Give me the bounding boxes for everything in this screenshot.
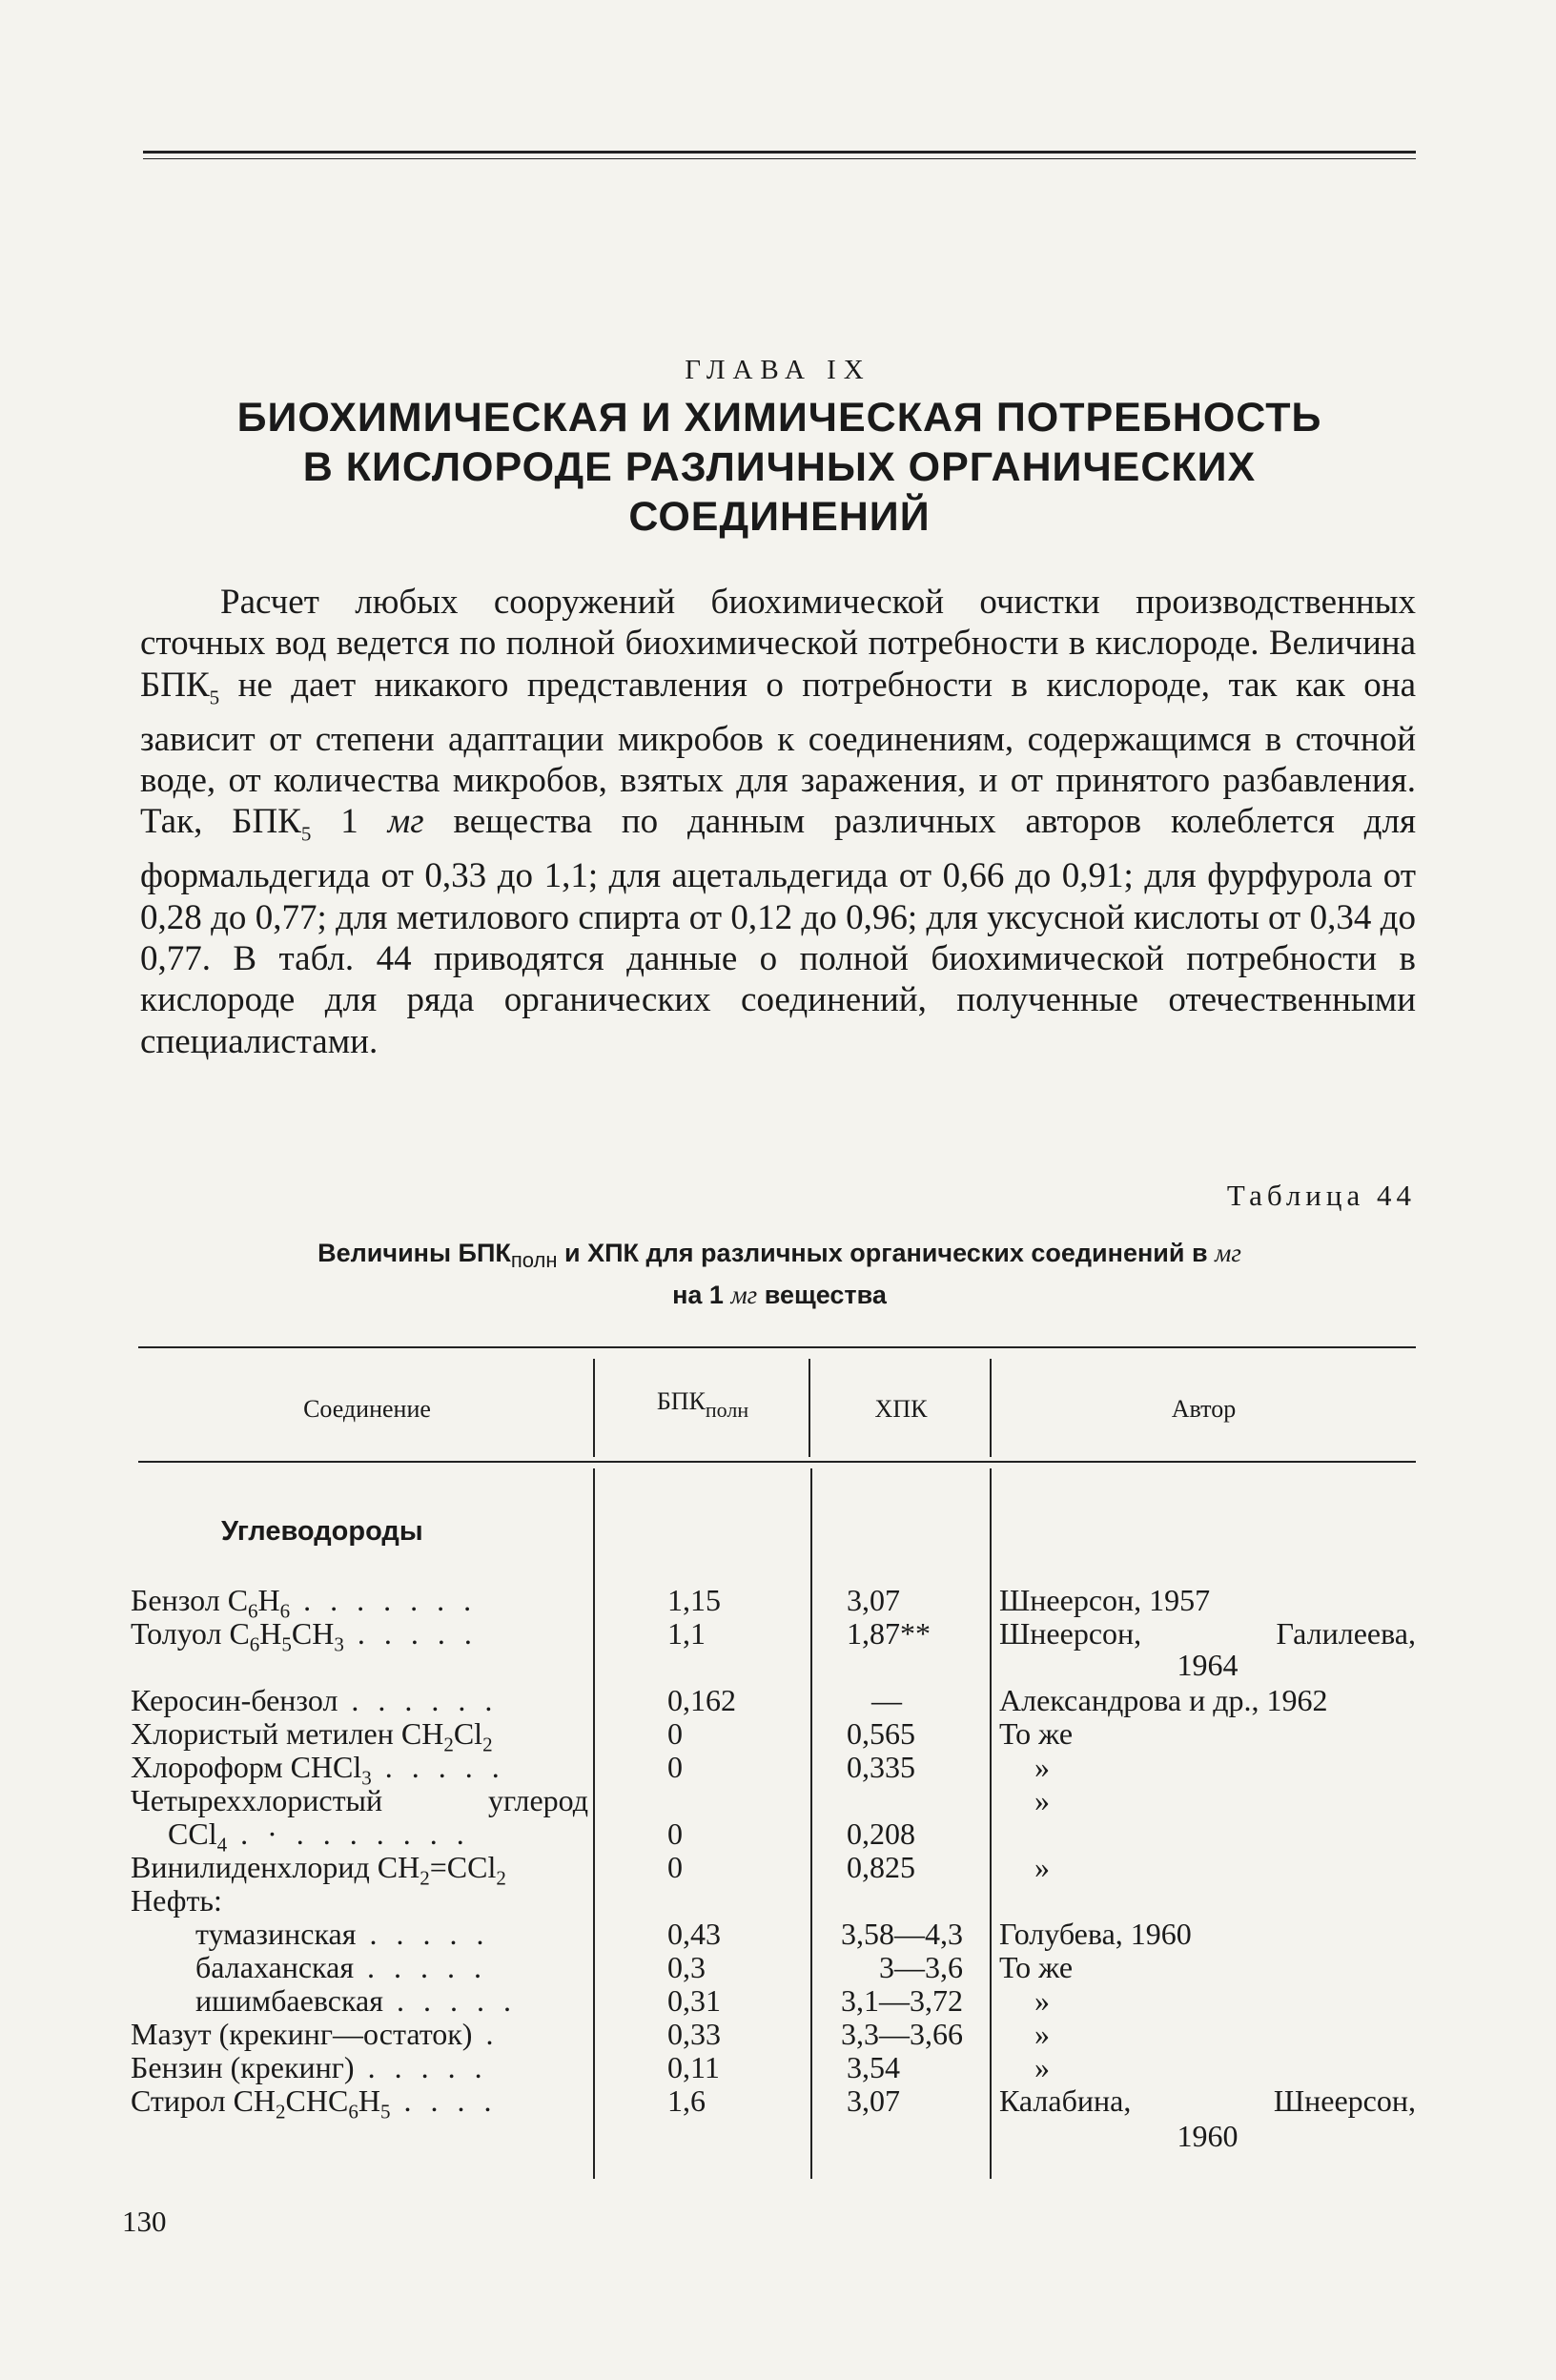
table-row	[0, 1750, 1556, 1790]
author-cell: »	[1034, 1750, 1050, 1784]
table-row	[0, 1883, 1556, 1918]
xpk-cell: 3,07	[847, 1583, 900, 1617]
page-number: 130	[122, 2205, 167, 2238]
section-heading: Углеводороды	[221, 1516, 423, 1547]
compound-cell: CCl$_4$ . · . . . . . . .	[168, 1816, 470, 1857]
author-cell: »	[1034, 1783, 1050, 1817]
compound-cell: Керосин-бензол . . . . . .	[131, 1683, 499, 1717]
table-row	[0, 1850, 1556, 1890]
xpk-cell: 3,1—3,72	[841, 1983, 963, 2018]
header-bpk: $БПК_{полн}$	[656, 1387, 749, 1422]
chapter-label: ГЛАВА IX	[685, 355, 871, 385]
table-row	[0, 2017, 1556, 2051]
top-rule-thin	[143, 158, 1416, 159]
compound-cell: Бензин (крекинг) . . . . .	[131, 2050, 488, 2084]
bpk-cell: 1,1	[667, 1616, 706, 1651]
xpk-cell: 3—3,6	[879, 1950, 963, 1984]
table-row	[0, 1950, 1556, 1984]
compound-cell: Винилиденхлорид $CH_2=CCl_2$	[131, 1850, 506, 1890]
table-row	[0, 1683, 1556, 1717]
xpk-cell: 3,3—3,66	[841, 2017, 963, 2051]
table-row	[0, 2050, 1556, 2084]
bpk-cell: 0	[667, 1716, 683, 1751]
table-row	[0, 1783, 1556, 1817]
bpk-cell: 0,162	[667, 1683, 736, 1717]
compound-cell: балаханская . . . . .	[195, 1950, 488, 1984]
column-divider	[593, 1359, 595, 1457]
compound-cell: тумазинская . . . . .	[195, 1917, 490, 1951]
chapter-title-line: В КИСЛОРОДЕ РАЗЛИЧНЫХ ОРГАНИЧЕСКИХ	[302, 444, 1257, 490]
table-row	[0, 1716, 1556, 1756]
table-row	[0, 1917, 1556, 1951]
bpk-cell: 1,6	[667, 2083, 706, 2118]
bpk-cell: 0	[667, 1750, 683, 1784]
table-header-rule	[138, 1461, 1416, 1463]
author-cell: Шнеерсон, 1957	[999, 1583, 1211, 1617]
author-cell: »	[1034, 2017, 1050, 2051]
author-cell: Калабина, Шнеерсон,	[999, 2083, 1416, 2118]
table-row	[0, 1583, 1556, 1623]
author-cell: 1964	[1177, 1648, 1239, 1682]
chapter-title-line: БИОХИМИЧЕСКАЯ И ХИМИЧЕСКАЯ ПОТРЕБНОСТЬ	[236, 395, 1322, 441]
author-cell: Александрова и др., 1962	[999, 1683, 1328, 1717]
xpk-cell: 0,208	[847, 1816, 915, 1851]
header-author: Автор	[1171, 1395, 1237, 1423]
compound-cell: Бензол $C_6H_6$ . . . . . . .	[131, 1583, 478, 1623]
bpk-cell: 0,43	[667, 1917, 721, 1951]
xpk-cell: 0,335	[847, 1750, 915, 1784]
table-row-continuation	[0, 1648, 1556, 1682]
compound-cell: Хлористый метилен $CH_2Cl_2$	[131, 1716, 493, 1756]
bpk-cell: 0,31	[667, 1983, 721, 2018]
author-cell: 1960	[1177, 2119, 1239, 2153]
table-caption: Величины $БПК_{полн}$ и ХПК для различных органических соединений в мг на 1 мг вещества	[317, 1239, 1241, 1309]
xpk-cell: 3,07	[847, 2083, 900, 2118]
table-row-continuation	[0, 2119, 1556, 2153]
compound-cell: Мазут (крекинг—остаток) .	[131, 2017, 500, 2051]
author-cell: »	[1034, 1850, 1050, 1884]
bpk-cell: 0,33	[667, 2017, 721, 2051]
author-cell: Шнеерсон, Галилеева,	[999, 1616, 1416, 1651]
bpk-cell: 1,15	[667, 1583, 721, 1617]
table-row	[0, 1816, 1556, 1857]
table-label: Таблица 44	[1226, 1179, 1416, 1212]
xpk-cell: 1,87**	[847, 1616, 931, 1651]
table-row	[0, 1616, 1556, 1656]
body-paragraph: Расчет любых сооружений биохимической очистки производственных сточных вод ведется по полной биохимической потребности в кислороде. Величина $БПК_5$ не дает никакого представления о потребности в кислороде, так как она зависит от степени адаптации микробов к соединениям, содержащимся в сточной воде, от количества микробов, взятых для заражения, и от принятого разбавления. Так, $БПК_5$ 1 мг вещества по данным различных авторов колеблется для формальдегида от 0,33 до 1,1; для ацетальдегида от 0,66 до 0,91; для фурфурола от 0,28 до 0,77; для метилового спирта от 0,12 до 0,96; для уксусной кислоты от 0,34 до 0,77. В табл. 44 приводятся данные о полной биохимической потребности в кислороде для ряда органических соединений, полученные отечественными специалистами.	[140, 583, 1416, 1061]
chapter-title	[143, 393, 1416, 542]
compound-cell: Толуол $C_6H_5CH_3$ . . . . .	[131, 1616, 478, 1656]
bpk-cell: 0	[667, 1850, 683, 1884]
bpk-cell: 0,3	[667, 1950, 706, 1984]
xpk-cell: 0,565	[847, 1716, 915, 1751]
author-cell: То же	[999, 1950, 1074, 1984]
xpk-cell: —	[871, 1683, 902, 1717]
top-rule	[143, 151, 1416, 154]
author-cell: »	[1034, 1983, 1050, 2018]
header-xpk: ХПК	[874, 1395, 928, 1423]
compound-cell: Стирол $CH_2CHC_6H_5$ . . . .	[131, 2083, 498, 2124]
chapter-title-line: СОЕДИНЕНИЙ	[628, 494, 931, 540]
xpk-cell: 3,54	[847, 2050, 900, 2084]
bpk-cell: 0,11	[667, 2050, 720, 2084]
author-cell: Голубева, 1960	[999, 1917, 1192, 1951]
xpk-cell: 3,58—4,3	[841, 1917, 963, 1951]
compound-cell: Хлороформ CHCl$_3$ . . . . .	[131, 1750, 505, 1790]
xpk-cell: 0,825	[847, 1850, 915, 1884]
table-row	[0, 1983, 1556, 2018]
bpk-cell: 0	[667, 1816, 683, 1851]
author-cell: То же	[999, 1716, 1074, 1751]
column-divider	[809, 1359, 810, 1457]
header-compound: Соединение	[303, 1395, 431, 1423]
table-top-rule	[138, 1346, 1416, 1348]
table-row	[0, 2083, 1556, 2124]
compound-cell: Четыреххлористый углерод	[131, 1783, 588, 1817]
compound-cell: ишимбаевская . . . . .	[195, 1983, 517, 2018]
compound-cell: Нефть:	[131, 1883, 222, 1918]
author-cell: »	[1034, 2050, 1050, 2084]
